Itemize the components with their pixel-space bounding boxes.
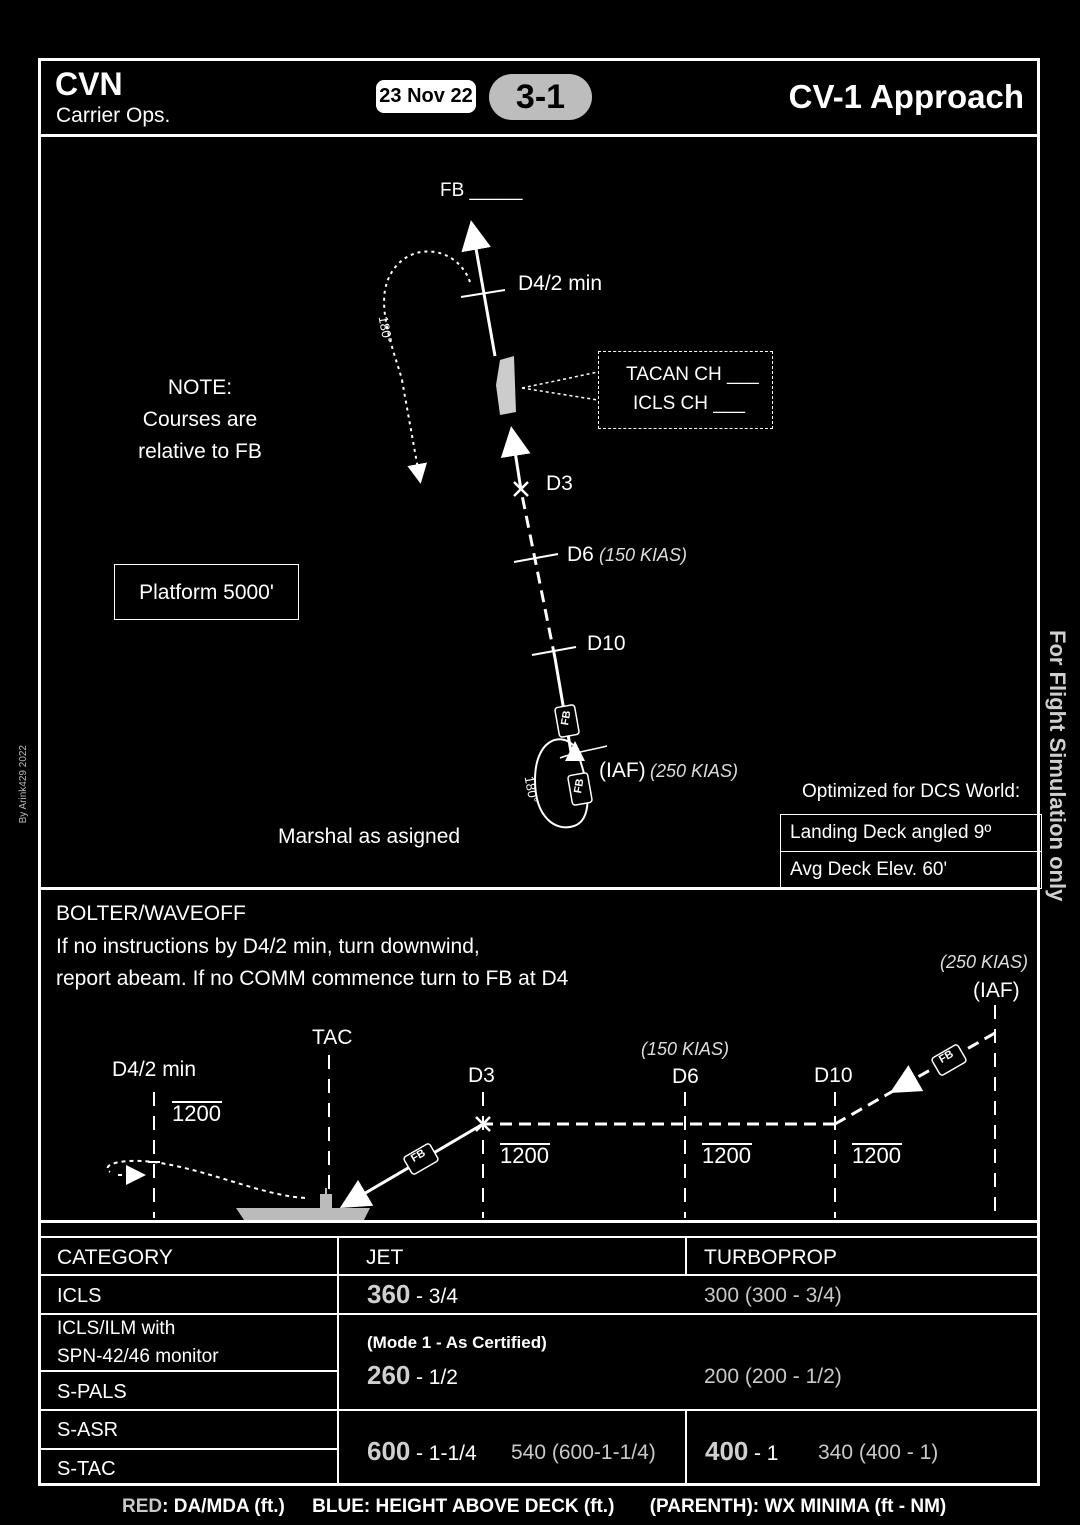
carrier-silhouette xyxy=(236,1208,370,1220)
minima-col-turboprop: TURBOPROP xyxy=(704,1246,838,1269)
profile-d10-label: D10 xyxy=(814,1064,853,1087)
deck-elev-text: Avg Deck Elev. 60' xyxy=(790,859,948,880)
profile-d6-label: D6 xyxy=(672,1065,699,1088)
icls-jet-da: 360 xyxy=(367,1279,411,1309)
profile-iaf-speed: (250 KIAS) xyxy=(940,952,1029,972)
alt-d6: 1200 xyxy=(702,1143,751,1168)
chart-title: CVN xyxy=(55,66,123,102)
author-credit: By Arink429 2022 xyxy=(18,745,29,824)
bolter-line-1: If no instructions by D4/2 min, turn downwind, xyxy=(56,935,480,958)
note-title: NOTE: xyxy=(167,376,233,399)
chart-subtitle: Carrier Ops. xyxy=(56,104,171,127)
mode-note: (Mode 1 - As Certified) xyxy=(367,1333,547,1352)
legend-blue-text: : HEIGHT ABOVE DECK (ft.) xyxy=(363,1496,615,1517)
alt-d3: 1200 xyxy=(500,1143,549,1168)
alt-d4: 1200 xyxy=(172,1101,221,1126)
sim-only-watermark: For Flight Simulation only xyxy=(1045,630,1070,902)
ilm-jet-da: 260 xyxy=(367,1360,411,1390)
note-line-1: Courses are xyxy=(142,408,258,431)
iaf-label: (IAF) xyxy=(599,759,646,782)
asr-tp-vis: - 1 xyxy=(753,1442,779,1465)
asr-turboprop-hat: 340 (400 - 1) xyxy=(818,1441,939,1464)
turn-180-bottom-label: 180° xyxy=(521,774,542,805)
ilm-turboprop: 200 (200 - 1/2) xyxy=(704,1365,842,1388)
d10-label: D10 xyxy=(587,632,626,655)
asr-jet-vis: - 1-1/4 xyxy=(415,1442,477,1465)
profile-d3-label: D3 xyxy=(468,1064,495,1087)
asr-jet xyxy=(367,1436,477,1467)
minima-col-category: CATEGORY xyxy=(57,1246,173,1269)
profile-speed-150: (150 KIAS) xyxy=(641,1039,730,1059)
minima-row-spals: S-PALS xyxy=(57,1381,127,1403)
turn-180-top-label: 180° xyxy=(375,314,396,345)
landing-deck-text: Landing Deck angled 9º xyxy=(790,822,992,843)
iaf-speed: (250 KIAS) xyxy=(650,761,739,781)
minima-row-ilm-2: SPN-42/46 monitor xyxy=(57,1346,219,1367)
note-line-2: relative to FB xyxy=(138,440,262,463)
icls-jet-vis: - 3/4 xyxy=(415,1285,458,1308)
asr-jet-da: 600 xyxy=(367,1436,411,1466)
page-number-badge: 3-1 xyxy=(489,74,592,120)
minima-row-sasr: S-ASR xyxy=(57,1419,119,1441)
profile-tac-label: TAC xyxy=(312,1026,353,1049)
profile-d4-label: D4/2 min xyxy=(112,1058,197,1081)
asr-turboprop xyxy=(705,1436,778,1467)
legend-parenth: (PARENTH): WX MINIMA (ft - NM) xyxy=(649,1496,947,1517)
minima-row-icls: ICLS xyxy=(57,1285,102,1307)
date-badge: 23 Nov 22 xyxy=(376,80,476,113)
d6-label: D6 xyxy=(567,543,594,566)
platform-box: Platform 5000' xyxy=(114,564,299,620)
fb-label: FB _____ xyxy=(440,180,523,201)
bolter-line-2: report abeam. If no COMM commence turn to FB at D4 xyxy=(56,967,569,990)
d3-label: D3 xyxy=(546,472,573,495)
icls-channel: ICLS CH ___ xyxy=(633,393,745,414)
procedure-title: CV-1 Approach xyxy=(788,78,1024,115)
ilm-jet xyxy=(367,1360,458,1391)
minima-row-stac: S-TAC xyxy=(57,1458,116,1480)
profile-iaf-label: (IAF) xyxy=(973,979,1020,1002)
asr-tp-da: 400 xyxy=(705,1436,749,1466)
icls-jet xyxy=(367,1279,458,1310)
d6-speed: (150 KIAS) xyxy=(599,545,688,565)
fb-tag-plan-1: FB xyxy=(559,709,574,727)
fb-tag-plan-2: FB xyxy=(572,777,587,795)
minima-col-jet: JET xyxy=(366,1246,404,1269)
marshal-note: Marshal as asigned xyxy=(278,825,461,848)
asr-jet-hat: 540 (600-1-1/4) xyxy=(511,1441,656,1464)
fb-tag-profile-1: FB xyxy=(408,1147,428,1165)
legend-blue-key: BLUE xyxy=(312,1496,364,1517)
tacan-channel: TACAN CH ___ xyxy=(626,364,759,385)
bolter-title: BOLTER/WAVEOFF xyxy=(56,902,246,925)
legend xyxy=(122,1496,946,1518)
legend-red-text: : DA/MDA (ft.) xyxy=(162,1496,285,1517)
minima-row-ilm-1: ICLS/ILM with xyxy=(57,1318,176,1339)
ilm-jet-vis: - 1/2 xyxy=(415,1366,458,1389)
optimized-label: Optimized for DCS World: xyxy=(802,781,1021,802)
bolter-path xyxy=(107,1161,305,1198)
fb-tag-profile-2: FB xyxy=(936,1048,956,1066)
alt-d10: 1200 xyxy=(852,1143,901,1168)
legend-red-key: RED xyxy=(122,1496,163,1517)
d4-label: D4/2 min xyxy=(518,272,603,295)
icls-turboprop: 300 (300 - 3/4) xyxy=(704,1284,842,1307)
